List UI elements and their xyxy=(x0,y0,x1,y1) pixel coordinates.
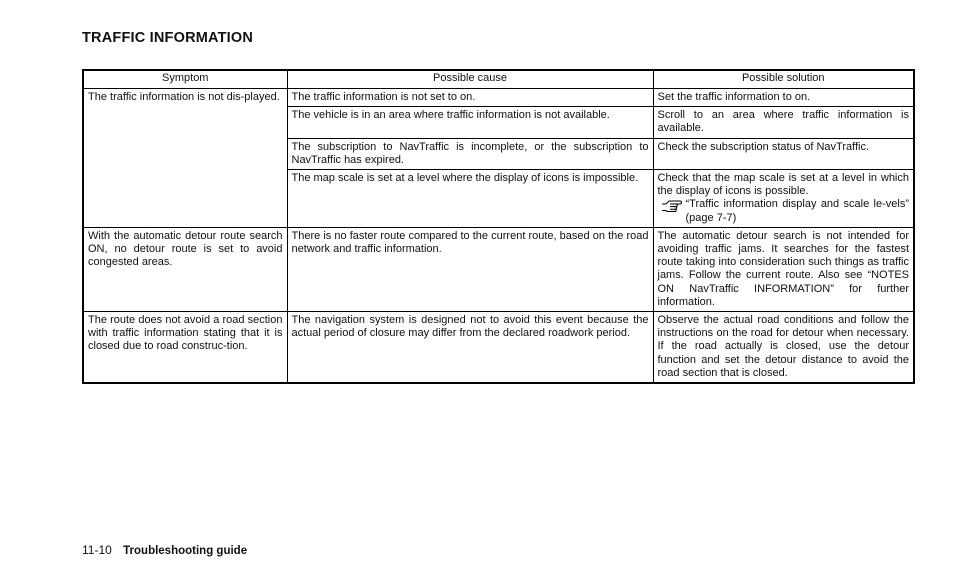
solution-cell: Set the traffic information to on. xyxy=(653,89,914,107)
symptom-cell: The route does not avoid a road section with traffic information stating that it is closed due to road construc-tion. xyxy=(83,312,287,384)
page-number: 11-10 xyxy=(82,543,112,557)
page-reference xyxy=(658,198,910,224)
reference-link-text: “Traffic information display and scale le-vels” (page 7-7) xyxy=(685,198,909,224)
cause-cell: The subscription to NavTraffic is incomplete, or the subscription to NavTraffic has expired. xyxy=(287,138,653,169)
header-symptom: Symptom xyxy=(83,70,287,89)
traffic-troubleshooting-table xyxy=(82,69,915,384)
solution-cell: Scroll to an area where traffic information is available. xyxy=(653,107,914,138)
page-footer xyxy=(82,543,247,557)
pointing-hand-icon xyxy=(658,198,686,212)
table-row xyxy=(83,312,914,384)
header-possible-cause: Possible cause xyxy=(287,70,653,89)
solution-cell xyxy=(653,170,914,228)
table-row xyxy=(83,227,914,311)
solution-text: Check that the map scale is set at a level in which the display of icons is possible. xyxy=(657,172,909,198)
cause-cell: The vehicle is in an area where traffic information is not available. xyxy=(287,107,653,138)
header-possible-solution: Possible solution xyxy=(653,70,914,89)
solution-cell: Check the subscription status of NavTraffic. xyxy=(653,138,914,169)
cause-cell: The map scale is set at a level where the display of icons is impossible. xyxy=(287,170,653,228)
cause-cell: There is no faster route compared to the current route, based on the road network and traffic information. xyxy=(287,227,653,311)
cause-cell: The traffic information is not set to on. xyxy=(287,89,653,107)
footer-section-title: Troubleshooting guide xyxy=(123,545,248,557)
symptom-cell: The traffic information is not dis-played. xyxy=(83,89,287,228)
section-title: TRAFFIC INFORMATION xyxy=(82,30,254,46)
solution-cell: The automatic detour search is not intended for avoiding traffic jams. It searches for the fastest route taking into consideration such things as traffic jams. Follow the current route. Also see “NOTES ON NavTraffic INFORMATION” for further information. xyxy=(653,227,914,311)
symptom-cell: With the automatic detour route search ON, no detour route is set to avoid congested areas. xyxy=(83,227,287,311)
table-row xyxy=(83,89,914,107)
table-header-row xyxy=(83,70,914,89)
solution-cell: Observe the actual road conditions and follow the instructions on the road for detour when necessary. If the road actually is closed, use the detour function and set the detour distance to avoid the road section that is closed. xyxy=(653,312,914,384)
cause-cell: The navigation system is designed not to avoid this event because the actual period of closure may differ from the declared roadwork period. xyxy=(287,312,653,384)
